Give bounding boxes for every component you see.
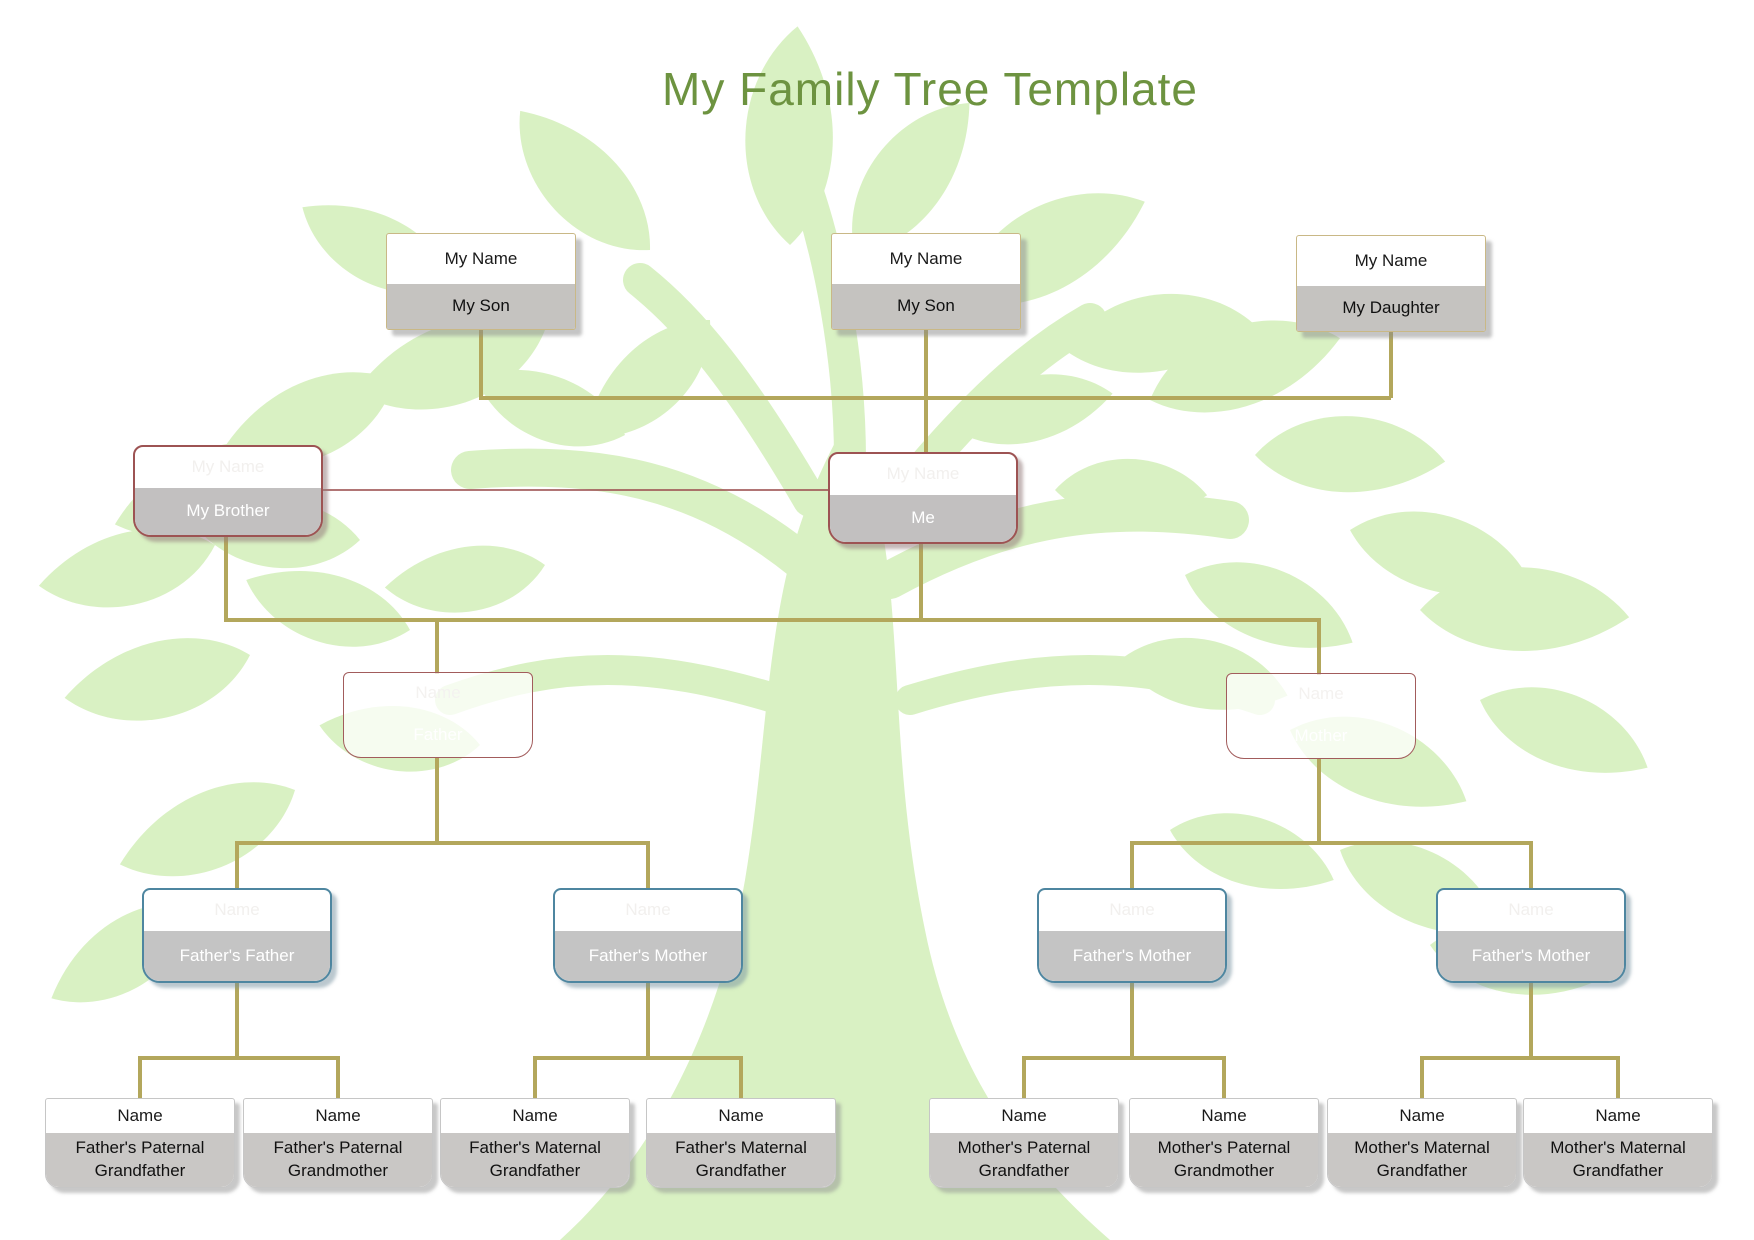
node-my-daughter[interactable] (1296, 235, 1486, 332)
connector-line-olive (224, 537, 228, 622)
connector-line-olive (235, 841, 650, 845)
connector-line-olive (1616, 1056, 1620, 1098)
node-father[interactable] (343, 672, 533, 758)
connector-line-olive (646, 983, 650, 1060)
connector-line-olive (1389, 332, 1393, 398)
connector-line-olive (1130, 841, 1134, 888)
connector-line-maroon (323, 489, 828, 491)
connector-line-olive (479, 396, 1391, 400)
name-field[interactable]: Name (718, 1105, 764, 1125)
relation-label: Father's Mother (555, 931, 741, 981)
connector-line-olive (1022, 1056, 1226, 1060)
node-me[interactable] (828, 452, 1018, 544)
relation-label: My Son (832, 284, 1020, 329)
relation-label: Father's Maternal Grandfather (441, 1133, 629, 1187)
connector-line-olive (1529, 841, 1533, 888)
node-my-son-1[interactable] (386, 233, 576, 330)
name-field[interactable]: My Name (1354, 250, 1428, 270)
node-my-son-2[interactable] (831, 233, 1021, 330)
relation-label: My Brother (135, 488, 321, 535)
connector-line-olive (138, 1056, 142, 1098)
node-mothers-paternal-grandfather[interactable] (929, 1098, 1119, 1188)
name-field[interactable]: Name (1298, 684, 1344, 704)
relation-label: Father's Paternal Grandfather (46, 1133, 234, 1187)
node-fathers-mother-3[interactable] (1436, 888, 1626, 983)
connector-line-olive (1130, 983, 1134, 1060)
name-field[interactable]: My Name (886, 464, 960, 484)
name-field[interactable]: My Name (444, 248, 518, 268)
connector-line-olive (138, 1056, 340, 1060)
name-field[interactable]: Name (1201, 1105, 1247, 1125)
relation-label: Mother's Maternal Grandfather (1328, 1133, 1516, 1187)
node-fathers-mother-2[interactable] (1037, 888, 1227, 983)
connector-line-olive (919, 542, 923, 622)
node-my-brother[interactable] (133, 445, 323, 537)
connector-line-olive (479, 330, 483, 400)
name-field[interactable]: My Name (889, 248, 963, 268)
relation-label: Father's Paternal Grandmother (244, 1133, 432, 1187)
connector-line-olive (235, 841, 239, 888)
relation-label: Me (830, 495, 1016, 542)
connector-line-olive (1317, 618, 1321, 675)
connector-line-olive (1130, 841, 1533, 845)
relation-label: Mother's Maternal Grandfather (1524, 1133, 1712, 1187)
name-field[interactable]: Name (1399, 1105, 1445, 1125)
node-fathers-maternal-grandfather-1[interactable] (440, 1098, 630, 1188)
node-fathers-paternal-grandfather[interactable] (45, 1098, 235, 1188)
relation-label: Father's Mother (1438, 931, 1624, 981)
node-fathers-paternal-grandmother[interactable] (243, 1098, 433, 1188)
relation-label: Mother's Paternal Grandmother (1130, 1133, 1318, 1187)
connector-line-olive (1420, 1056, 1620, 1060)
connector-line-olive (533, 1056, 537, 1098)
name-field[interactable]: Name (512, 1105, 558, 1125)
relation-label: My Son (387, 284, 575, 329)
connector-line-olive (435, 758, 439, 845)
connector-line-olive (533, 1056, 743, 1060)
name-field[interactable]: Name (1001, 1105, 1047, 1125)
node-mothers-maternal-grandfather-2[interactable] (1523, 1098, 1713, 1188)
node-fathers-father[interactable] (142, 888, 332, 983)
name-field[interactable]: Name (315, 1105, 361, 1125)
connector-line-olive (1420, 1056, 1424, 1098)
connector-line-olive (336, 1056, 340, 1098)
connector-line-olive (646, 841, 650, 888)
node-fathers-maternal-grandfather-2[interactable] (646, 1098, 836, 1188)
name-field[interactable]: My Name (191, 457, 265, 477)
name-field[interactable]: Name (1109, 900, 1155, 920)
connector-line-olive (1222, 1056, 1226, 1098)
relation-label: Mother (1294, 726, 1348, 746)
relation-label: My Daughter (1297, 286, 1485, 331)
relation-label: Mother's Paternal Grandfather (930, 1133, 1118, 1187)
name-field[interactable]: Name (1508, 900, 1554, 920)
name-field[interactable]: Name (415, 683, 461, 703)
name-field[interactable]: Name (117, 1105, 163, 1125)
name-field[interactable]: Name (1595, 1105, 1641, 1125)
relation-label: Father (413, 725, 463, 745)
relation-label: Father's Father (144, 931, 330, 981)
relation-label: Father's Mother (1039, 931, 1225, 981)
node-mother[interactable] (1226, 673, 1416, 759)
name-field[interactable]: Name (625, 900, 671, 920)
connector-line-olive (1529, 983, 1533, 1060)
node-mothers-paternal-grandmother[interactable] (1129, 1098, 1319, 1188)
page-title: My Family Tree Template (662, 63, 1198, 115)
connector-line-olive (235, 983, 239, 1060)
connector-line-olive (435, 618, 439, 674)
node-mothers-maternal-grandfather-1[interactable] (1327, 1098, 1517, 1188)
connector-line-olive (224, 618, 1321, 622)
connector-line-olive (1317, 759, 1321, 845)
connector-line-olive (1022, 1056, 1026, 1098)
connector-line-olive (739, 1056, 743, 1098)
relation-label: Father's Maternal Grandfather (647, 1133, 835, 1187)
connector-line-olive (924, 330, 928, 452)
name-field[interactable]: Name (214, 900, 260, 920)
node-fathers-mother-1[interactable] (553, 888, 743, 983)
